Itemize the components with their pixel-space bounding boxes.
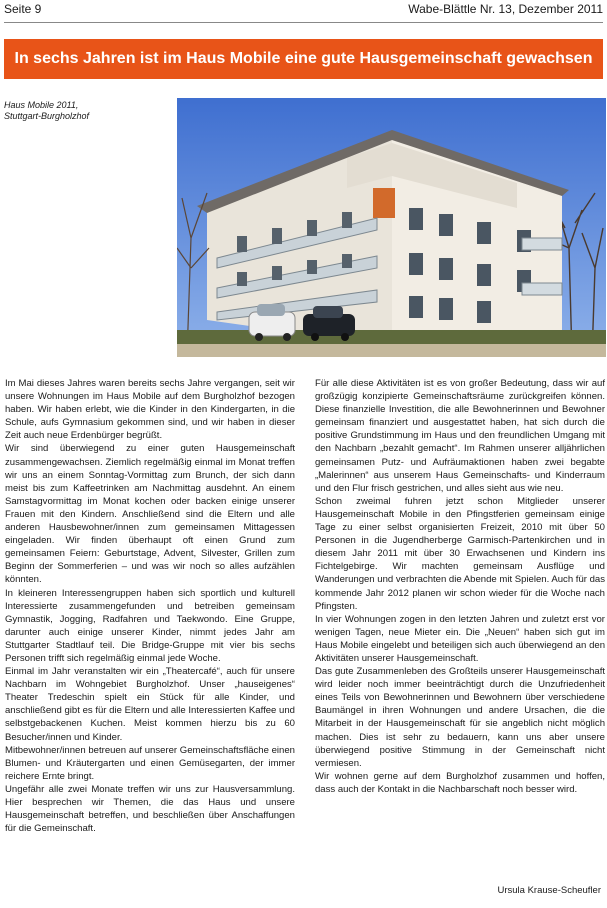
header-divider	[4, 22, 603, 23]
caption-line-2: Stuttgart-Burgholzhof	[4, 111, 90, 122]
article-left-column	[5, 377, 295, 835]
photo-caption	[4, 100, 172, 123]
building-illustration	[177, 98, 606, 357]
article-right-column	[315, 377, 605, 796]
paragraph: Wir sind überwiegend zu einer guten Hausgemeinschaft zusammengewachsen. Ziemlich regelmäßig einmal im Monat treffen wir uns an einem Sonntag-Vormittag zum Brunch, der sich dann meist bis zum Kaffeetrinken am Nachmittag ausdehnt. An einem Samstagvormittag im Monat kochen oder backen einige unserer Frauen mit den Kindern. Anschließend sind die Eltern und alle anderen Hausbewohner/innen zum gemeinsamen Mittagessen eingeladen. Wir finden überhaupt oft einen Grund zum gemeinsamen Feiern: Geburtstage, Advent, Silvester, Grillen zum Beginn der Sommerferien – und was wir noch so alles aufzählen könnten.	[5, 443, 295, 586]
photo-of-apartment-building	[177, 98, 606, 357]
paragraph: Für alle diese Aktivitäten ist es von großer Bedeutung, dass wir auf großzügig konzipierte Gemeinschaftsräume zurückgreifen können. Diese finanzielle Investition, die alle Bewohnerinnen und Bewohner gemeinsam finanziert und ausgestattet haben, hat sich durch die positive Grundstimmung im Haus und den freundlichen Umgang mit den Nachbarn „bezahlt gemacht“. Im Rahmen unserer alljährlichen gemeinsamen Putz- und Aufräumaktionen haben zwei begabte „Malerinnen“ aus unserem Haus Gemeinschafts- und Kinderraum und den Flur frisch gestrichen, und alles sieht aus wie neu.	[315, 378, 605, 494]
article-title: In sechs Jahren ist im Haus Mobile eine gute Hausgemeinschaft gewachsen	[4, 39, 603, 79]
author-signature: Ursula Krause-Scheufler	[497, 885, 601, 896]
issue-label: Wabe-Blättle Nr. 13, Dezember 2011	[408, 2, 603, 16]
paragraph: Wir wohnen gerne auf dem Burgholzhof zusammen und hoffen, dass auch der Kontakt in die Nachbarschaft noch besser wird.	[315, 770, 605, 795]
page-header	[4, 0, 603, 20]
page-number: Seite 9	[4, 2, 42, 16]
paragraph: Einmal im Jahr veranstalten wir ein „Theatercafé“, auch für unsere Nachbarn im Wohngebiet Burgholzhof. Unser „hauseigenes“ Theater Tredeschin spielt ein Stück für alle Kinder, und anschließend gibt es für die Eltern und alle Interessierten Kaffee und selbstgebackenen Kuchen. Meist kommen hierzu bis zu 60 Besucher/innen und Kinder.	[5, 666, 295, 743]
paragraph: In kleineren Interessengruppen haben sich sportlich und kulturell Interessierte zusammengefunden und betreiben gemeinsam Gymnastik, Jogging, Radfahren und Taekwondo. Eine Gruppe, darunter auch einige unserer Kinder, nimmt jedes Jahr am Stuttgarter Stadtlauf teil. Die Bridge-Gruppe mit vier bis sechs Personen trifft sich regelmäßig einmal jede Woche.	[5, 587, 295, 664]
caption-line-1: Haus Mobile 2011,	[4, 100, 79, 110]
paragraph: Das gute Zusammenleben des Großteils unserer Hausgemeinschaft wird leider noch immer beeinträchtigt durch die Unzufriedenheit eines Teils von Bewohnerinnen und Bewohnern über verschiedene Baumängel in ihren Wohnungen und andere Ursachen, die die Mitarbeit in der Hausgemeinschaft für sie angeblich nicht möglich machen. Dies ist sehr zu bedauern, kann uns aber unsere überwiegend positive Stimmung in der Gemeinschaft nicht vermiesen.	[315, 666, 605, 769]
paragraph: Ungefähr alle zwei Monate treffen wir uns zur Hausversammlung. Hier besprechen wir Themen, die das Haus und unsere Hausgemeinschaft betreffen, und beschließen über Anschaffungen für die Gemeinschaft.	[5, 783, 295, 835]
paragraph: Mitbewohner/innen betreuen auf unserer Gemeinschaftsfläche einen Blumen- und Kräutergarten und einen Gemüsegarten, der immer reichere Ernte bringt.	[5, 744, 295, 782]
paragraph: In vier Wohnungen zogen in den letzten Jahren und zuletzt erst vor wenigen Tagen, neue Mieter ein. Die „Neuen“ haben sich gut im Haus Mobile eingelebt und beteiligen sich auch überwiegend an den Aktivitäten unserer Hausgemeinschaft.	[315, 613, 605, 664]
paragraph: Schon zweimal fuhren jetzt schon Mitglieder unserer Hausgemeinschaft Mobile in den Pfingstferien gemeinsam einige Tage zu einer selbst organisierten Freizeit, 2010 mit über 50 Personen in die Jugendherberge Garmisch-Partenkirchen und in diesem Jahr 2011 mit über 30 Erwachsenen und Kindern ins Fichtelgebirge. Wir machten gemeinsam Ausflüge und Wanderungen und verbrachten die Abende mit Spielen. Auch für das kommende Jahr 2012 planen wir schon wieder für die Woche nach Pfingsten.	[315, 495, 605, 612]
paragraph: Im Mai dieses Jahres waren bereits sechs Jahre vergangen, seit wir unsere Wohnungen im Haus Mobile auf dem Burgholzhof bezogen haben. Wir haben erlebt, wie die Kinder in den Kindergarten, in die Schule, aufs Gymnasium gekommen sind, und wir haben in dieser Zeit auch neue Erdenbürger begrüßt.	[5, 378, 295, 442]
